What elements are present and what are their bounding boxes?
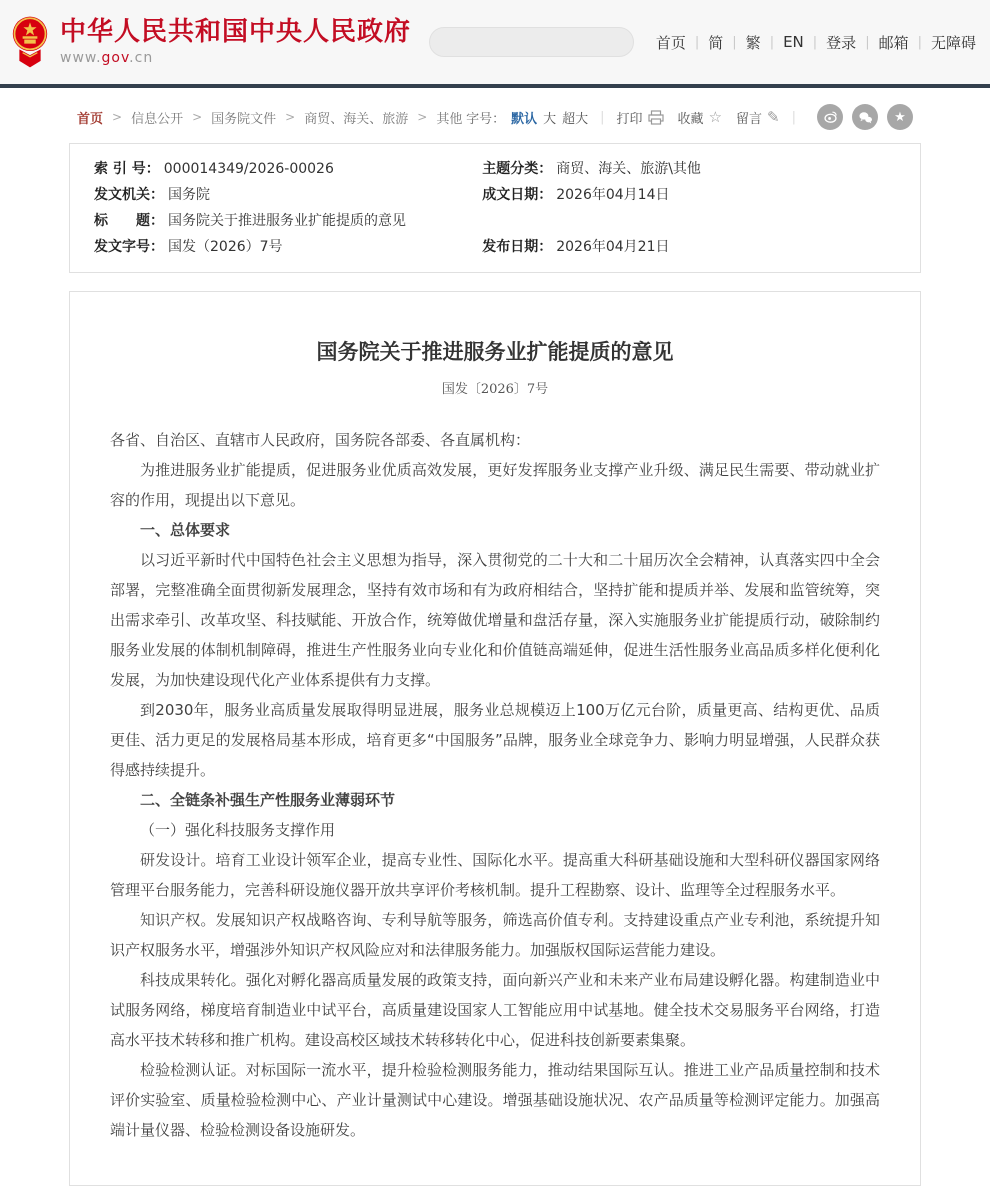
- meta-label: 发布日期：: [482, 239, 553, 255]
- meta-issuing-agency: [94, 182, 482, 208]
- paragraph-salutation: 各省、自治区、直辖市人民政府，国务院各部委、各直属机构：: [110, 431, 531, 449]
- paragraph-tech-transfer: [110, 965, 880, 1055]
- weibo-icon: [823, 110, 838, 125]
- meta-value: 2026年04月14日: [556, 187, 670, 203]
- site-header: [0, 0, 990, 88]
- favorite-share-button[interactable]: [887, 104, 913, 130]
- meta-value: 2026年04月21日: [556, 239, 670, 255]
- national-emblem-icon: [10, 15, 50, 69]
- meta-document-number: [94, 234, 482, 260]
- wechat-share-button[interactable]: [852, 104, 878, 130]
- lead-phrase: 研发设计。: [140, 851, 216, 869]
- search-box[interactable]: [429, 27, 634, 57]
- favorite-label: 收藏: [677, 111, 704, 127]
- document-body: [110, 425, 880, 1145]
- comment-button[interactable]: [736, 108, 780, 127]
- paragraph-guiding-principles: 以习近平新时代中国特色社会主义思想为指导，深入贯彻党的二十大和二十届历次全会精神，认真落实四中全会部署，完整准确全面贯彻新发展理念，坚持有效市场和有为政府相结合，坚持扩能和提质并举、发展和监管统筹，突出需求牵引、改革攻坚、科技赋能、开放合作，统筹做优增量和盘活存量，深入实施服务业扩能提质行动，破除制约服务业发展的体制机制障碍，推进生产性服务业向专业化和价值链高端延伸，促进生活性服务业高品质多样化便利化发展，为加快建设现代化产业体系提供有力支撑。: [110, 551, 880, 689]
- paragraph-text: 发展知识产权战略咨询、专利导航等服务，筛选高价值专利。支持建设重点产业专利池，系统提升知识产权服务水平，增强涉外知识产权风险应对和法律服务能力。加强版权国际运营能力建设。: [110, 911, 880, 959]
- site-url-gov: gov: [101, 49, 130, 66]
- meta-label: 标 题：: [94, 213, 164, 229]
- pencil-icon: ✎: [767, 107, 780, 126]
- paragraph-text: 强化对孵化器高质量发展的政策支持，面向新兴产业和未来产业布局建设孵化器。构建制造业中试服务网络，梯度培育制造业中试平台，高质量建设国家人工智能应用中试基地。健全技术交易服务平台网络，打造高水平技术转移和推广机构。建设高校区域技术转移转化中心，促进科技创新要素集聚。: [110, 971, 880, 1049]
- breadcrumb: [77, 108, 462, 127]
- site-title[interactable]: 中华人民共和国中央人民政府: [60, 17, 412, 48]
- section-heading-1: 一、总体要求: [140, 521, 231, 539]
- paragraph-2030-goals: 到2030年，服务业高质量发展取得明显进展，服务业总规模迈上100万亿元台阶，质量更高、结构更优、品质更佳、活力更足的发展格局基本形成，培育更多“中国服务”品牌，服务业全球竞争力、影响力明显增强，人民群众获得感持续提升。: [110, 701, 880, 779]
- site-logo[interactable]: [10, 15, 411, 69]
- meta-written-date: [482, 182, 920, 208]
- section-heading-2: 二、全链条补强生产性服务业薄弱环节: [140, 791, 396, 809]
- document-metadata-panel: [69, 143, 921, 273]
- meta-title: [94, 208, 482, 234]
- star-icon: ☆: [708, 107, 723, 126]
- breadcrumb-other[interactable]: 其他: [436, 111, 463, 127]
- breadcrumb-commerce-customs-tourism[interactable]: 商贸、海关、旅游: [304, 111, 409, 127]
- lead-phrase: 知识产权。: [140, 911, 216, 929]
- circle-star-icon: ★: [894, 109, 906, 125]
- meta-label: 主题分类：: [482, 161, 553, 177]
- nav-divider: |: [769, 34, 775, 50]
- nav-divider: |: [812, 34, 818, 50]
- meta-empty-cell: [482, 208, 920, 234]
- meta-topic-category: [482, 156, 920, 182]
- nav-traditional[interactable]: 繁: [745, 33, 761, 52]
- meta-value: 000014349/2026-00026: [163, 161, 334, 177]
- meta-label: 发文机关：: [94, 187, 164, 203]
- site-title-block: [60, 18, 411, 66]
- page-tools: [466, 104, 913, 130]
- header-right: [429, 27, 976, 57]
- site-url-www: www.: [60, 49, 102, 66]
- nav-divider: |: [917, 34, 922, 50]
- comment-label: 留言: [736, 111, 763, 127]
- subsection-heading-1: （一）强化科技服务支撑作用: [140, 821, 336, 839]
- document-content-panel: [69, 291, 921, 1186]
- font-size-default-button[interactable]: 默认: [511, 111, 538, 127]
- nav-login[interactable]: 登录: [826, 33, 857, 52]
- nav-accessibility[interactable]: 无障碍: [930, 33, 976, 52]
- nav-divider: |: [694, 34, 700, 50]
- meta-label: 发文字号：: [94, 239, 164, 255]
- breadcrumb-separator: >: [112, 110, 123, 124]
- top-nav: [656, 32, 976, 53]
- document-title: 国务院关于推进服务业扩能提质的意见: [316, 339, 674, 364]
- nav-simplified[interactable]: 简: [708, 33, 724, 52]
- meta-publish-date: [482, 234, 920, 260]
- print-button[interactable]: [617, 108, 664, 127]
- breadcrumb-separator: >: [285, 110, 296, 124]
- tools-divider: |: [791, 109, 796, 125]
- metadata-grid: [94, 156, 920, 260]
- meta-label: 索 引 号：: [94, 161, 160, 177]
- meta-value: 商贸、海关、旅游\其他: [556, 161, 701, 177]
- site-url-cn: .cn: [129, 49, 154, 66]
- paragraph-inspection-testing: [110, 1055, 880, 1145]
- breadcrumb-separator: >: [192, 110, 203, 124]
- toolbar: [69, 104, 921, 130]
- print-label: 打印: [616, 111, 643, 127]
- font-size-large-button[interactable]: 大: [543, 111, 557, 127]
- meta-value: 国发（2026）7号: [168, 239, 283, 255]
- wechat-icon: [858, 110, 873, 125]
- nav-english[interactable]: EN: [783, 33, 804, 51]
- paragraph-rd-design: [110, 845, 880, 905]
- paragraph-text: 培育工业设计领军企业，提高专业性、国际化水平。提高重大科研基础设施和大型科研仪器国家网络管理平台服务能力，完善科研设施仪器开放共享评价考核机制。提升工程勘察、设计、监理等全过程服务水平。: [110, 851, 880, 899]
- nav-home[interactable]: 首页: [655, 33, 686, 52]
- print-icon: [648, 110, 664, 125]
- favorite-button[interactable]: [678, 108, 722, 127]
- breadcrumb-home[interactable]: 首页: [77, 111, 104, 127]
- paragraph-intro: 为推进服务业扩能提质，促进服务业优质高效发展，更好发挥服务业支撑产业升级、满足民生需要、带动就业扩容的作用，现提出以下意见。: [110, 461, 880, 509]
- document-number: 国发〔2026〕7号: [441, 382, 549, 397]
- site-url[interactable]: [60, 50, 411, 66]
- meta-label: 成文日期：: [482, 187, 553, 203]
- nav-mailbox[interactable]: 邮箱: [878, 33, 909, 52]
- search-input[interactable]: [444, 34, 624, 51]
- font-size-label: 字号：: [466, 111, 506, 127]
- meta-value: 国务院: [168, 187, 210, 203]
- breadcrumb-info-disclosure[interactable]: 信息公开: [131, 111, 184, 127]
- weibo-share-button[interactable]: [817, 104, 843, 130]
- tools-divider: |: [600, 109, 605, 125]
- paragraph-text: 对标国际一流水平，提升检验检测服务能力，推动结果国际互认。推进工业产品质量控制和技术评价实验室、质量检验检测中心、产业计量测试中心建设。增强基础设施状况、农产品质量等检测评定能力。加强高端计量仪器、检验检测设备设施研发。: [110, 1061, 880, 1139]
- font-size-xlarge-button[interactable]: 超大: [562, 111, 589, 127]
- paragraph-intellectual-property: [110, 905, 880, 965]
- meta-index-number: [94, 156, 482, 182]
- nav-divider: |: [732, 34, 737, 50]
- meta-value: 国务院关于推进服务业扩能提质的意见: [168, 213, 406, 229]
- lead-phrase: 科技成果转化。: [140, 971, 246, 989]
- nav-divider: |: [865, 34, 870, 50]
- lead-phrase: 检验检测认证。: [140, 1061, 246, 1079]
- breadcrumb-separator: >: [417, 110, 428, 124]
- breadcrumb-state-council-docs[interactable]: 国务院文件: [211, 111, 277, 127]
